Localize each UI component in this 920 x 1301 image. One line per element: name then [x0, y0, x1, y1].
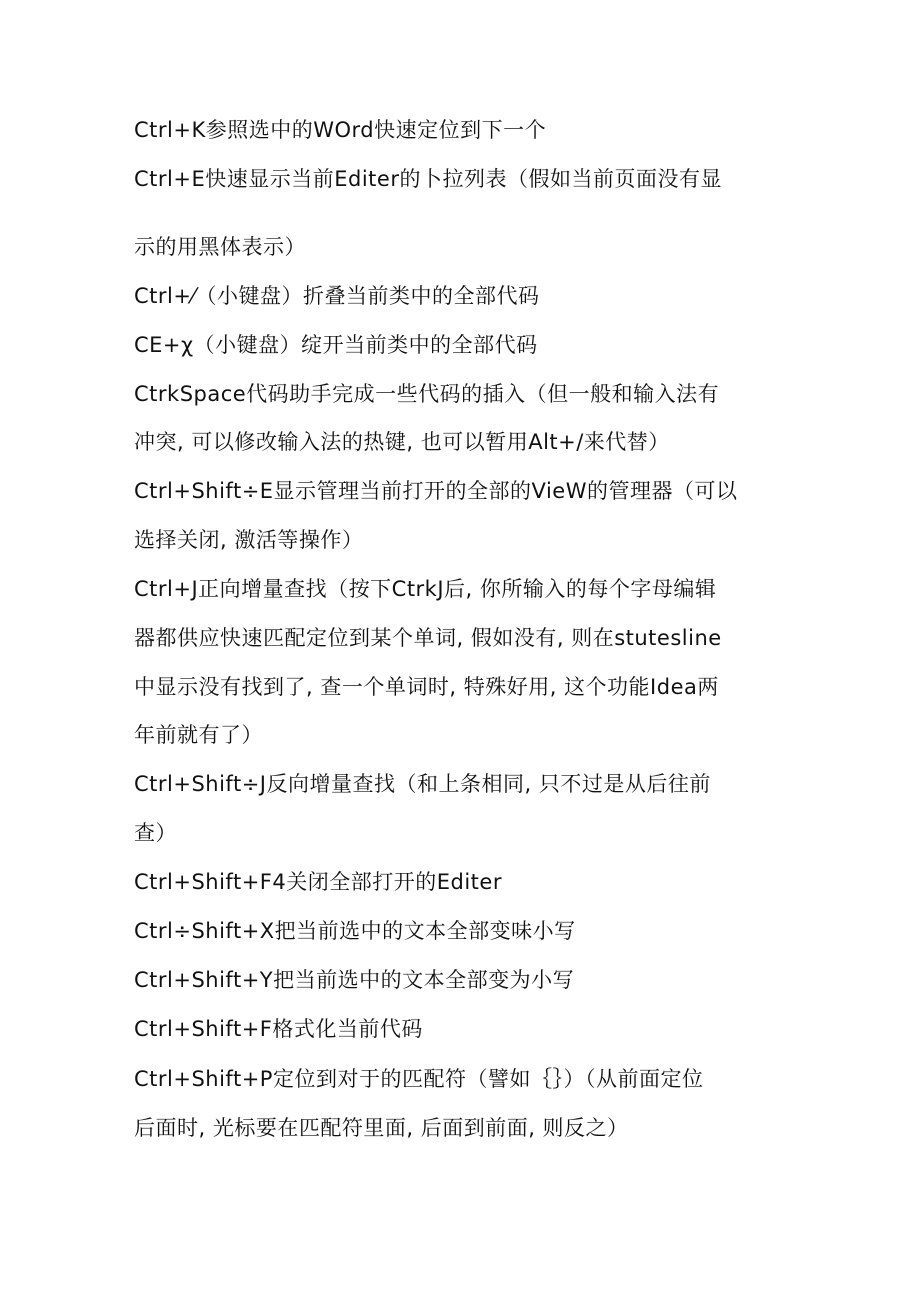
shortcut-line-ctrl-k: Ctrl+K参照选中的WOrd快速定位到下一个 [134, 118, 547, 142]
shortcut-line-ctrl-shift-j-cont: 查） [134, 821, 177, 845]
shortcut-line-ctrl-shift-f: Ctrl+Shift+F格式化当前代码 [134, 1017, 423, 1041]
shortcut-line-ctrl-collapse: Ctrl+⁄（小键盘）折叠当前类中的全部代码 [134, 284, 540, 308]
shortcut-line-ctrl-space-cont: 冲突, 可以修改输入法的热键, 也可以暂用Alt+/来代替） [134, 430, 670, 454]
shortcut-line-ctrl-shift-x: Ctrl÷Shift+X把当前选中的文本全部变味小写 [134, 919, 576, 943]
shortcut-line-ctrl-j-cont-3: 年前就有了） [134, 723, 263, 747]
shortcut-line-ctrl-space: CtrkSpace代码助手完成一些代码的插入（但一般和输入法有 [134, 382, 720, 406]
shortcut-line-ctrl-e-cont: 示的用黑体表示） [134, 235, 306, 259]
shortcut-line-ctrl-e: Ctrl+E快速显示当前Editer的卜拉列表（假如当前页面没有显 [134, 167, 722, 191]
shortcut-line-ctrl-shift-j: Ctrl+Shift÷J反向增量查找（和上条相同, 只不过是从后往前 [134, 772, 711, 796]
shortcut-line-ctrl-shift-f4: Ctrl+Shift+F4关闭全部打开的Editer [134, 870, 502, 894]
shortcut-line-ctrl-j-cont-1: 器都供应快速匹配定位到某个单词, 假如没有, 则在stutesline [134, 626, 722, 650]
shortcut-line-ctrl-shift-p: Ctrl+Shift+P定位到对于的匹配符（譬如｛｝）（从前面定位 [134, 1067, 704, 1091]
shortcut-line-ctrl-shift-p-cont: 后面时, 光标要在匹配符里面, 后面到前面, 则反之） [134, 1116, 629, 1140]
shortcut-line-expand: CE+χ（小键盘）绽开当前类中的全部代码 [134, 333, 538, 357]
shortcut-line-ctrl-shift-e-cont: 选择关闭, 激活等操作） [134, 528, 364, 552]
shortcut-line-ctrl-shift-e: Ctrl+Shift÷E显示管理当前打开的全部的VieW的管理器（可以 [134, 479, 738, 503]
shortcut-line-ctrl-j-cont-2: 中显示没有找到了, 查一个单词时, 特殊好用, 这个功能Idea两 [134, 675, 719, 699]
shortcut-line-ctrl-j: Ctrl+J正向增量查找（按下CtrkJ后, 你所输入的每个字母编辑 [134, 577, 717, 601]
shortcut-line-ctrl-shift-y: Ctrl+Shift+Y把当前选中的文本全部变为小写 [134, 968, 575, 992]
